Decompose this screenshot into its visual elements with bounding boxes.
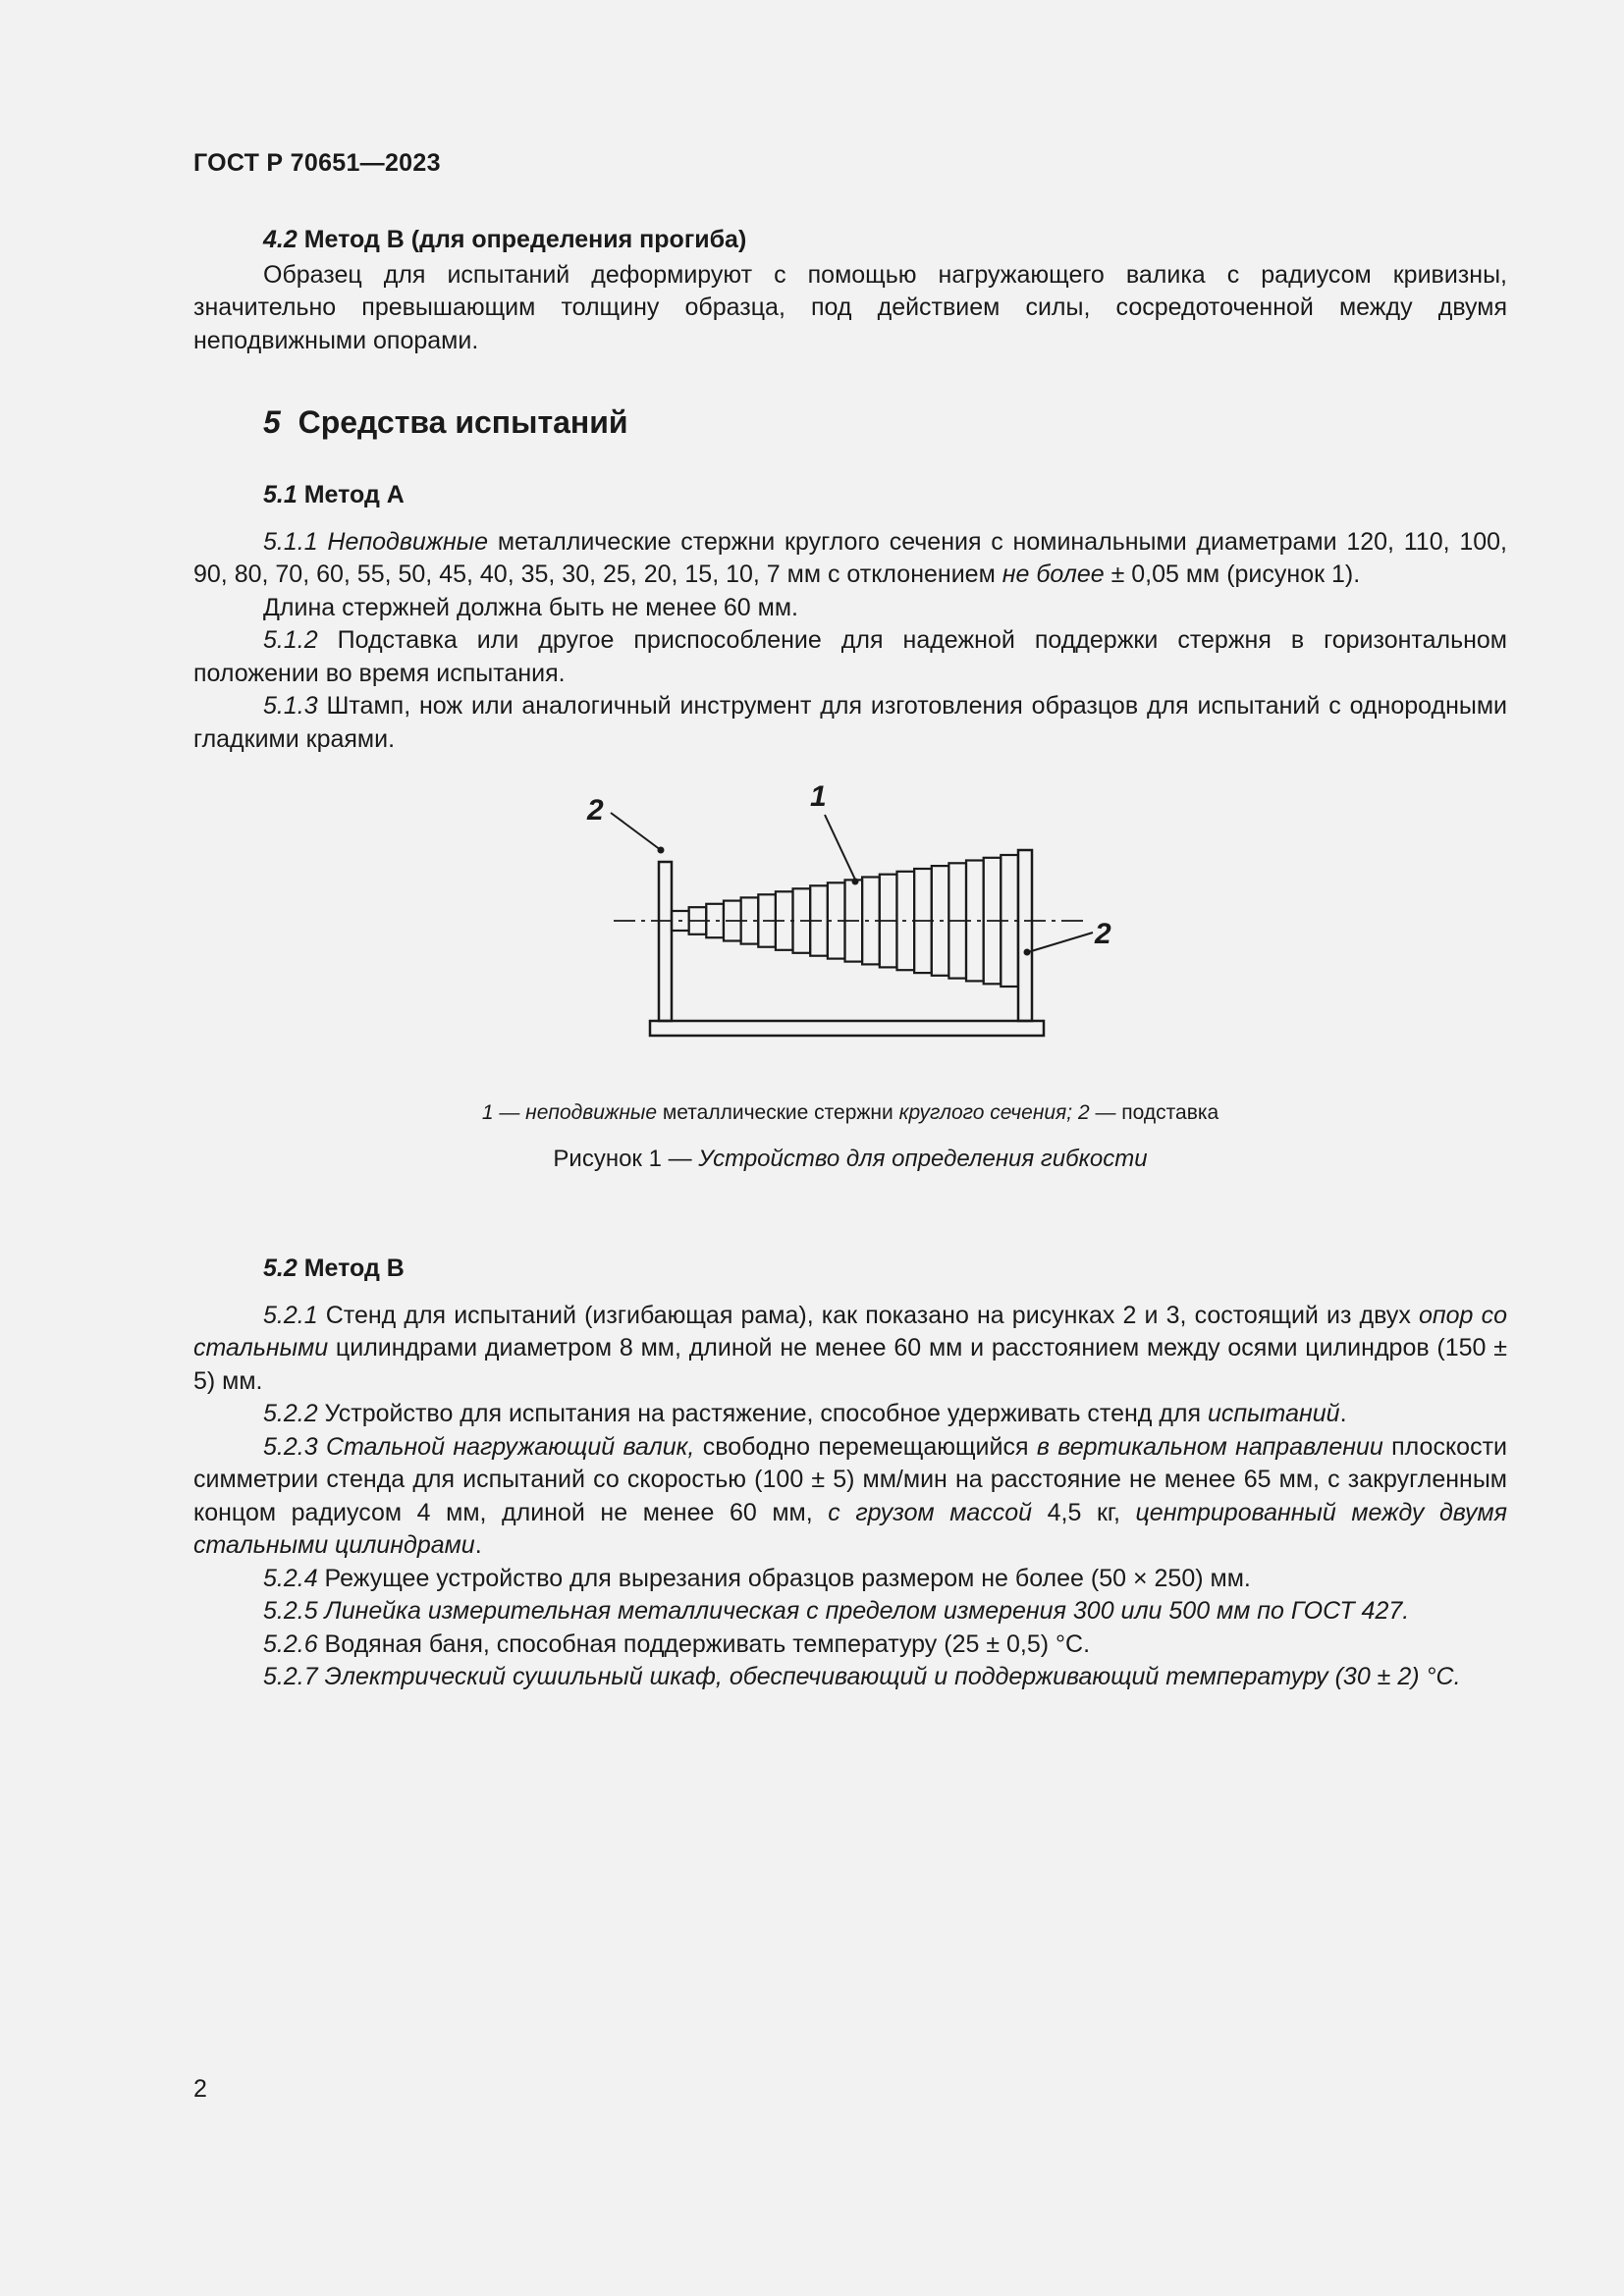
leader-left-stand [611,813,661,850]
paragraph-5-1-3: 5.1.3 Штамп, нож или аналогичный инструмент для изготовления образцов для испытаний с однородными гладкими краями. [193,692,1507,753]
paragraph-5-2-3: 5.2.3 Стальной нагружающий валик, свободно перемещающийся в вертикальном направлении плоскости симметрии стенда для испытаний со скоростью (100 ± 5) мм/мин на расстояние не менее 65 мм, с закругленным концом радиусом 4 мм, длиной не менее 60 мм, с грузом массой 4,5 кг, центрированный между двумя стальными цилиндрами. [193,1432,1508,1559]
paragraph-5-2-1: 5.2.1 Стенд для испытаний (изгибающая рама), как показано на рисунках 2 и 3, состоящий из двух опор со стальными цилиндрами диаметром 8 мм, длиной не менее 60 мм и расстоянием между осями цилиндров (150 ± 5) мм. [193,1301,1507,1395]
paragraph-5-2-2: 5.2.2 Устройство для испытания на растяжение, способное удерживать стенд для испытаний. [263,1400,1347,1427]
heading-5-2: 5.2 Метод В [263,1255,405,1282]
heading-5: 5 Средства испытаний [263,404,628,440]
flexibility-device-drawing [193,756,1507,1090]
paragraph-5-2-4: 5.2.4 Режущее устройство для вырезания образцов размером не более (50 × 250) мм. [263,1564,1251,1592]
dot-left-stand [658,847,665,854]
leader-right-stand [1028,933,1093,952]
dot-right-stand [1024,949,1031,956]
leader-rods [825,815,855,880]
heading-5-1: 5.1 Метод А [263,481,405,508]
paragraph-5-2-6: 5.2.6 Водяная баня, способная поддерживать температуру (25 ± 0,5) °С. [263,1629,1091,1658]
callout-2-right: 2 [1095,918,1111,950]
callout-1: 1 [810,780,827,813]
base-plate [650,1021,1044,1036]
paragraph-rod-length: Длина стержней должна быть не менее 60 мм. [263,593,798,621]
page-content [193,224,1507,1694]
figure-1-legend: 1 — неподвижные металлические стержни круглого сечения; 2 — подставка [481,1101,1219,1124]
heading-4-2: 4.2 Метод В (для определения прогиба) [263,226,747,253]
paragraph-5-2-5: 5.2.5 Линейка измерительная металлическая с пределом измерения 300 или 500 мм по ГОСТ 427. [263,1597,1410,1625]
paragraph-4-2: Образец для испытаний деформируют с помощью нагружающего валика с радиусом кривизны, значительно превышающим толщину образца, под действием силы, сосредоточенной между двумя неподвижными опорами. [193,260,1507,354]
document-code: ГОСТ Р 70651—2023 [193,149,441,177]
left-stand [659,862,672,1021]
paragraph-5-1-2: 5.1.2 Подставка или другое приспособление для надежной поддержки стержня в горизонтальном положении во время испытания. [193,626,1507,687]
right-stand [1018,850,1032,1021]
figure-1 [193,756,1507,1217]
callout-2-left: 2 [587,794,604,827]
dot-rods [852,879,859,885]
paragraph-5-2-7: 5.2.7 Электрический сушильный шкаф, обеспечивающий и поддерживающий температуру (30 ± 2) °С. [263,1663,1461,1690]
paragraph-5-1-1: 5.1.1 Неподвижные металлические стержни круглого сечения с номинальными диаметрами 120, 110, 100, 90, 80, 70, 60, 55, 50, 45, 40, 35, 30, 25, 20, 15, 10, 7 мм с отклонением не более ± 0,05 мм (рисунок 1). [193,527,1507,588]
page-number: 2 [193,2075,207,2103]
figure-1-caption: Рисунок 1 — Устройство для определения гибкости [553,1146,1148,1172]
